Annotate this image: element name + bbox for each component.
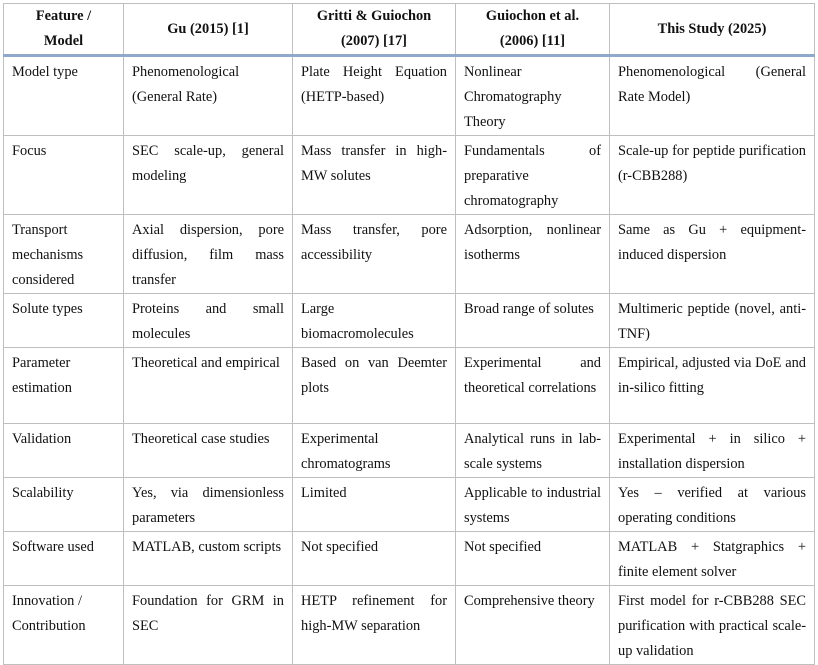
table-cell: Fundamentals of preparative chromatography <box>456 136 610 215</box>
header-gu-2015: Gu (2015) [1] <box>124 4 293 56</box>
table-row <box>4 348 815 424</box>
row-label: Transport mechanisms considered <box>4 215 124 294</box>
table-cell: Based on van Deemter plots <box>293 348 456 424</box>
row-label: Solute types <box>4 294 124 348</box>
table-row <box>4 478 815 532</box>
header-feature-model: Feature / Model <box>4 4 124 56</box>
table-cell: Large biomacromolecules <box>293 294 456 348</box>
table-row <box>4 215 815 294</box>
table-cell: MATLAB, custom scripts <box>124 532 293 586</box>
table-cell: Same as Gu + equipment-induced dispersion <box>610 215 815 294</box>
table-cell: Nonlinear Chromatography Theory <box>456 56 610 136</box>
table-cell: Broad range of solutes <box>456 294 610 348</box>
table-row <box>4 136 815 215</box>
table-cell: Limited <box>293 478 456 532</box>
header-this-study-2025: This Study (2025) <box>610 4 815 56</box>
table-cell: Theoretical and empirical <box>124 348 293 424</box>
table-cell: SEC scale-up, general modeling <box>124 136 293 215</box>
table-row <box>4 294 815 348</box>
header-guiochon-2006: Guiochon et al. (2006) [11] <box>456 4 610 56</box>
table-cell: Scale-up for peptide purification (r-CBB288) <box>610 136 815 215</box>
row-label: Scalability <box>4 478 124 532</box>
table-cell: Experimental chromatograms <box>293 424 456 478</box>
table-cell: Plate Height Equation (HETP-based) <box>293 56 456 136</box>
row-label: Parameter estimation <box>4 348 124 424</box>
table-cell: Not specified <box>456 532 610 586</box>
row-label: Validation <box>4 424 124 478</box>
comparison-table <box>3 3 815 665</box>
table-cell: Comprehensive theory <box>456 586 610 665</box>
table-cell: Not specified <box>293 532 456 586</box>
table-row <box>4 424 815 478</box>
row-label: Focus <box>4 136 124 215</box>
table-row <box>4 56 815 136</box>
table-cell: Adsorption, nonlinear isotherms <box>456 215 610 294</box>
row-label: Software used <box>4 532 124 586</box>
table-cell: Mass transfer, pore accessibility <box>293 215 456 294</box>
table-cell: Applicable to industrial systems <box>456 478 610 532</box>
header-row <box>4 4 815 56</box>
table-cell: Yes, via dimensionless parameters <box>124 478 293 532</box>
table-cell: Experimental + in silico + installation dispersion <box>610 424 815 478</box>
table-cell: Axial dispersion, pore diffusion, film mass transfer <box>124 215 293 294</box>
row-label: Model type <box>4 56 124 136</box>
table-cell: Phenomenological (General Rate Model) <box>610 56 815 136</box>
table-cell: Multimeric peptide (novel, anti-TNF) <box>610 294 815 348</box>
table-cell: HETP refinement for high-MW separation <box>293 586 456 665</box>
table-cell: Mass transfer in high-MW solutes <box>293 136 456 215</box>
table-cell: Analytical runs in lab-scale systems <box>456 424 610 478</box>
table-cell: Yes – verified at various operating conditions <box>610 478 815 532</box>
table-cell: Theoretical case studies <box>124 424 293 478</box>
table-cell: Foundation for GRM in SEC <box>124 586 293 665</box>
table-cell: Phenomenological (General Rate) <box>124 56 293 136</box>
table-row <box>4 586 815 665</box>
header-gritti-guiochon-2007: Gritti & Guiochon (2007) [17] <box>293 4 456 56</box>
table-row <box>4 532 815 586</box>
table-cell: First model for r-CBB288 SEC purification with practical scale-up validation <box>610 586 815 665</box>
table-cell: Experimental and theoretical correlations <box>456 348 610 424</box>
table-cell: MATLAB + Statgraphics + finite element solver <box>610 532 815 586</box>
table-cell: Empirical, adjusted via DoE and in-silico fitting <box>610 348 815 424</box>
row-label: Innovation / Contribution <box>4 586 124 665</box>
table-cell: Proteins and small molecules <box>124 294 293 348</box>
